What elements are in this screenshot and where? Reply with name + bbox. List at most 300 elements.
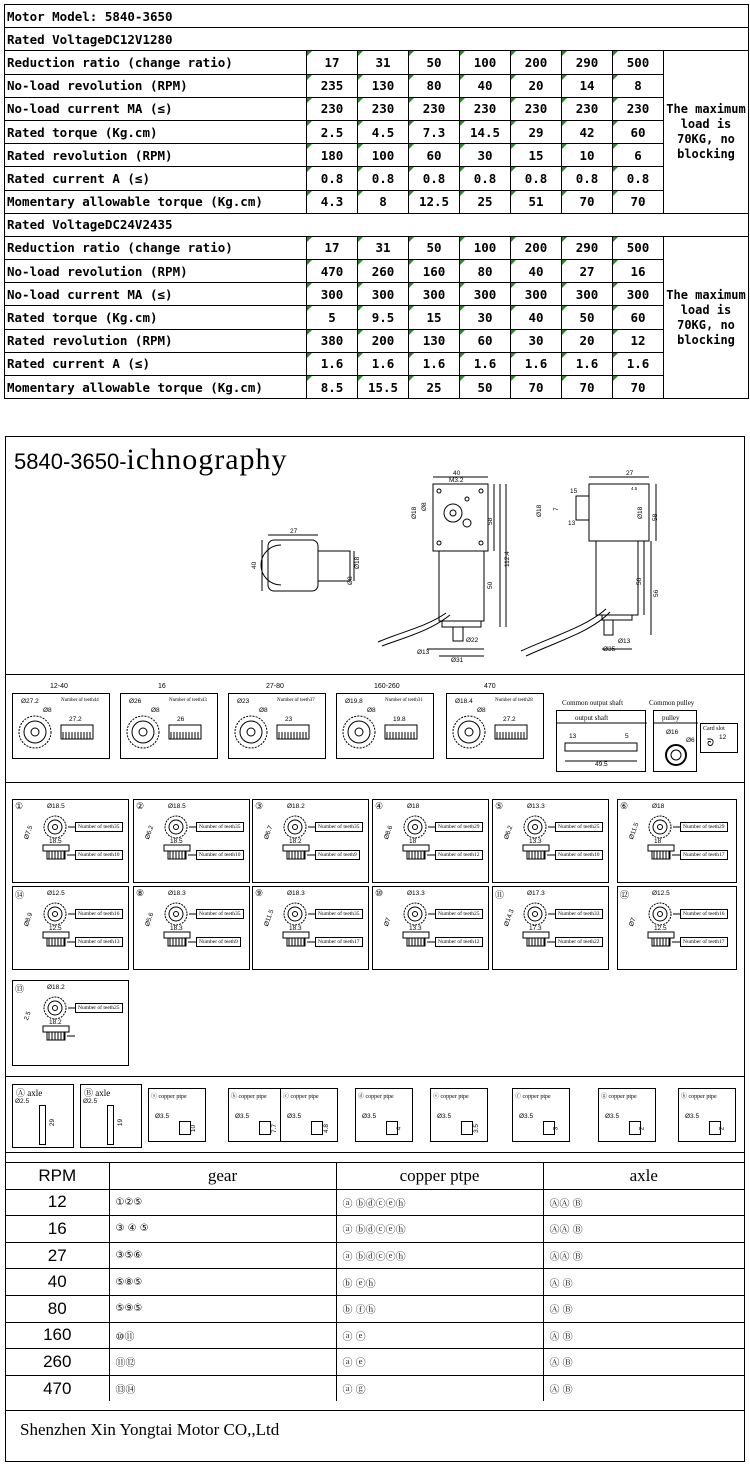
spec-cell: 200 bbox=[511, 236, 562, 259]
dim-d40: 40 bbox=[251, 561, 258, 569]
spec-cell: 0.8 bbox=[562, 167, 613, 190]
spec-cell: 4.5 bbox=[358, 120, 409, 143]
dim-d31: Ø31 bbox=[451, 657, 464, 664]
dim-rd18: Ø18 bbox=[536, 504, 543, 517]
spec-cell: 100 bbox=[460, 236, 511, 259]
gear-teeth: Number of teeth43 bbox=[169, 698, 207, 703]
pipe-dia: Ø3.5 bbox=[235, 1113, 250, 1120]
gear-teeth-1: Number of teeth16 bbox=[680, 909, 728, 919]
gear-teeth-2: Number of teeth12 bbox=[435, 937, 483, 947]
gear-box bbox=[133, 799, 250, 883]
gear-teeth-2: Number of teeth17 bbox=[315, 937, 363, 947]
gear-teeth-1: Number of teeth29 bbox=[435, 822, 483, 832]
spec-cell: 0.8 bbox=[511, 167, 562, 190]
spec-cell: 60 bbox=[613, 120, 664, 143]
gear-width: 18.5 bbox=[49, 838, 62, 845]
gear-number: ⑫ bbox=[620, 890, 630, 900]
dim-rd13: Ø13 bbox=[618, 638, 631, 645]
rpm-cell: ⓑ ⓔⓗ bbox=[336, 1269, 543, 1296]
spec-row bbox=[5, 329, 749, 352]
rpm-row bbox=[6, 1295, 744, 1322]
spec-cell: 70 bbox=[562, 376, 613, 399]
spec-cell: 230 bbox=[358, 97, 409, 120]
dim-h58: 58 bbox=[487, 517, 494, 525]
rpm-cell: 16 bbox=[6, 1216, 109, 1243]
rpm-header-cell: copper ptpe bbox=[336, 1163, 543, 1190]
rpm-cell: Ⓐ Ⓑ bbox=[543, 1322, 744, 1349]
motor-model-row: Motor Model: 5840-3650 bbox=[5, 5, 749, 28]
gear-outer-dia: Ø18.5 bbox=[168, 803, 186, 810]
rpm-table bbox=[6, 1162, 744, 1401]
output-gear-box bbox=[336, 693, 434, 759]
gear-bore-dia: Ø7 bbox=[628, 916, 638, 928]
spec-cell: 500 bbox=[613, 236, 664, 259]
spec-cell: 15 bbox=[409, 306, 460, 329]
dim-r7: 7 bbox=[553, 507, 560, 511]
spec-cell: 60 bbox=[409, 144, 460, 167]
output-gear-box bbox=[120, 693, 218, 759]
spec-cell: 4.3 bbox=[307, 190, 358, 213]
spec-cell: 20 bbox=[511, 74, 562, 97]
pipe-len: 10 bbox=[190, 1124, 198, 1133]
gear-outer-dia: Ø13.3 bbox=[527, 803, 545, 810]
gear-teeth-2: Number of teeth9 bbox=[196, 937, 241, 947]
spec-cell: 200 bbox=[511, 51, 562, 74]
gear-width: 18.5 bbox=[170, 838, 183, 845]
spec-row-label: No-load current MA (≤) bbox=[5, 283, 307, 306]
pipe-label: ⓕ copper ptpe bbox=[515, 1094, 551, 1100]
gear-ratio-label: 160-260 bbox=[374, 683, 400, 690]
spec-cell: 30 bbox=[460, 144, 511, 167]
gear-box bbox=[12, 980, 129, 1066]
spec-row bbox=[5, 97, 749, 120]
gear-teeth-1: Number of teeth25 bbox=[435, 909, 483, 919]
spec-cell: 80 bbox=[409, 74, 460, 97]
spec-cell: 50 bbox=[460, 376, 511, 399]
rpm-cell: ⒶⒶ Ⓑ bbox=[543, 1242, 744, 1269]
divider bbox=[6, 782, 744, 783]
gear-ratio-label: 27-80 bbox=[266, 683, 284, 690]
rpm-row bbox=[6, 1242, 744, 1269]
dim-d18b: Ø18 bbox=[411, 506, 418, 519]
spec-cell: 50 bbox=[409, 236, 460, 259]
gear-box bbox=[252, 886, 369, 970]
dim-d8b: Ø8 bbox=[421, 502, 428, 511]
spec-cell: 14 bbox=[562, 74, 613, 97]
axle-len: 19 bbox=[117, 1118, 125, 1127]
gear-ratio-label: 470 bbox=[484, 683, 496, 690]
rpm-header-cell: gear bbox=[109, 1163, 336, 1190]
spec-cell: 60 bbox=[460, 329, 511, 352]
spec-cell: 160 bbox=[409, 260, 460, 283]
gear-teeth-2: Number of teeth17 bbox=[680, 937, 728, 947]
rpm-row bbox=[6, 1269, 744, 1296]
card-slot-title: Card slot bbox=[703, 726, 725, 732]
spec-cell: 6 bbox=[613, 144, 664, 167]
pulley-d16: Ø16 bbox=[666, 729, 679, 736]
gear-outer-dia: Ø18 bbox=[407, 803, 420, 810]
dim-h50: 50 bbox=[487, 581, 494, 589]
spec-cell: 70 bbox=[613, 376, 664, 399]
pipe-len: 7.7 bbox=[271, 1123, 279, 1134]
spec-cell: 8.5 bbox=[307, 376, 358, 399]
spec-cell: 1.6 bbox=[409, 352, 460, 375]
gear-box bbox=[12, 799, 129, 883]
spec-cell: 15 bbox=[511, 144, 562, 167]
motor-drawings bbox=[6, 437, 744, 677]
spec-cell: 0.8 bbox=[409, 167, 460, 190]
gear-dia: Ø27.2 bbox=[21, 698, 39, 705]
gear-outer-dia: Ø18 bbox=[652, 803, 665, 810]
spec-row-label: No-load revolution (RPM) bbox=[5, 74, 307, 97]
copper-pipe-box bbox=[430, 1088, 488, 1142]
copper-pipe-box bbox=[598, 1088, 656, 1142]
gear-width: 18 bbox=[654, 838, 662, 845]
spec-table bbox=[4, 4, 749, 399]
rpm-cell: ③ ④ ⑤ bbox=[109, 1216, 336, 1243]
pipe-len: 4.8 bbox=[323, 1123, 331, 1134]
card-slot-icon: ᘐ bbox=[707, 738, 715, 749]
motor-side-view bbox=[261, 535, 354, 591]
spec-cell: 1.6 bbox=[460, 352, 511, 375]
gear-ratio-label: 12-40 bbox=[50, 683, 68, 690]
spec-row-label: No-load current MA (≤) bbox=[5, 97, 307, 120]
copper-pipe-box bbox=[228, 1088, 286, 1142]
motor-front-view bbox=[378, 477, 506, 656]
gear-bore-dia: Ø5.6 bbox=[144, 911, 156, 928]
spec-cell: 20 bbox=[562, 329, 613, 352]
pulley-inner-label: pulley bbox=[662, 714, 680, 722]
rpm-cell: 470 bbox=[6, 1375, 109, 1401]
copper-pipe-box bbox=[148, 1088, 206, 1142]
pipe-dia: Ø3.5 bbox=[287, 1113, 302, 1120]
spec-cell: 230 bbox=[613, 97, 664, 120]
spec-cell: 1.6 bbox=[613, 352, 664, 375]
gear-number: ② bbox=[136, 801, 145, 811]
pulley-title: Common pulley bbox=[649, 699, 695, 707]
spec-cell: 40 bbox=[511, 260, 562, 283]
spec-row-label: Rated current A (≤) bbox=[5, 167, 307, 190]
rpm-cell: ⓐ ⓖ bbox=[336, 1375, 543, 1401]
spec-cell: 300 bbox=[307, 283, 358, 306]
spec-cell: 17 bbox=[307, 51, 358, 74]
gear-box bbox=[617, 886, 737, 970]
gear-len: 27.2 bbox=[69, 716, 82, 723]
spec-cell: 9.5 bbox=[358, 306, 409, 329]
pipe-dia: Ø3.5 bbox=[437, 1113, 452, 1120]
rpm-cell: ⓐ ⓑⓓⓒⓔⓗ bbox=[336, 1189, 543, 1216]
spec-cell: 0.8 bbox=[613, 167, 664, 190]
card-slot-box bbox=[700, 723, 738, 753]
gear-box bbox=[372, 886, 489, 970]
rpm-cell: Ⓐ Ⓑ bbox=[543, 1269, 744, 1296]
gear-width: 12.5 bbox=[654, 925, 667, 932]
gear-teeth: Number of teeth37 bbox=[277, 698, 315, 703]
rpm-row bbox=[6, 1322, 744, 1349]
gear-bore: Ø8 bbox=[43, 707, 52, 714]
gear-bore: Ø8 bbox=[259, 707, 268, 714]
rpm-row bbox=[6, 1375, 744, 1401]
spec-cell: 0.8 bbox=[307, 167, 358, 190]
rpm-cell: ⓑ ⓕⓗ bbox=[336, 1295, 543, 1322]
rpm-header-cell: RPM bbox=[6, 1163, 109, 1190]
spec-row bbox=[5, 51, 749, 74]
spec-cell: 80 bbox=[460, 260, 511, 283]
spec-cell: 30 bbox=[460, 306, 511, 329]
rpm-cell: ⑪⑫ bbox=[109, 1349, 336, 1376]
rpm-cell: 160 bbox=[6, 1322, 109, 1349]
gear-outer-dia: Ø18.2 bbox=[47, 984, 65, 991]
company-footer: Shenzhen Xin Yongtai Motor CO,,Ltd bbox=[20, 1420, 280, 1439]
spec-cell: 70 bbox=[511, 376, 562, 399]
dim-rd35: Ø35 bbox=[603, 646, 616, 653]
dim-rd18b: Ø18 bbox=[637, 506, 644, 519]
gear-teeth-2: Number of teeth17 bbox=[680, 850, 728, 860]
axle-box bbox=[12, 1084, 74, 1148]
gear-number: ⑤ bbox=[495, 801, 504, 811]
spec-cell: 230 bbox=[562, 97, 613, 120]
gear-dia: Ø23 bbox=[237, 698, 250, 705]
gear-width: 17.3 bbox=[529, 925, 542, 932]
spec-cell: 16 bbox=[613, 260, 664, 283]
axle-dia: Ø2.5 bbox=[83, 1098, 98, 1105]
rpm-cell: Ⓐ Ⓑ bbox=[543, 1375, 744, 1401]
spec-cell: 40 bbox=[511, 306, 562, 329]
gear-teeth: Number of teeth28 bbox=[495, 698, 533, 703]
rpm-cell: ⒶⒶ Ⓑ bbox=[543, 1216, 744, 1243]
gear-teeth-1: Number of teeth29 bbox=[680, 822, 728, 832]
rpm-cell: ⑤⑧⑤ bbox=[109, 1269, 336, 1296]
pipe-len: 2 bbox=[638, 1126, 646, 1131]
spec-cell: 300 bbox=[613, 283, 664, 306]
footer-divider bbox=[6, 1410, 744, 1411]
gear-bore: Ø8 bbox=[477, 707, 486, 714]
dim-r58: 58 bbox=[652, 513, 659, 521]
rpm-cell: ⒶⒶ Ⓑ bbox=[543, 1189, 744, 1216]
pipe-dia: Ø3.5 bbox=[519, 1113, 534, 1120]
gear-number: ③ bbox=[255, 801, 264, 811]
max-load-note: The maximum load is 70KG, no blocking bbox=[664, 236, 749, 398]
pipe-label: ⓗ copper ptpe bbox=[681, 1094, 717, 1100]
copper-pipe-box bbox=[678, 1088, 736, 1142]
spec-cell: 260 bbox=[358, 260, 409, 283]
axle-dia: Ø2.5 bbox=[15, 1098, 30, 1105]
spec-cell: 30 bbox=[511, 329, 562, 352]
rpm-cell: 12 bbox=[6, 1189, 109, 1216]
gear-width: 13.3 bbox=[409, 925, 422, 932]
gear-box bbox=[492, 886, 609, 970]
rpm-cell: Ⓐ Ⓑ bbox=[543, 1349, 744, 1376]
spec-row-label: No-load revolution (RPM) bbox=[5, 260, 307, 283]
rpm-header-cell: axle bbox=[543, 1163, 744, 1190]
spec-cell: 130 bbox=[358, 74, 409, 97]
gear-len: 26 bbox=[177, 716, 185, 723]
spec-cell: 180 bbox=[307, 144, 358, 167]
rpm-cell: ⓐ ⓑⓓⓒⓔⓗ bbox=[336, 1216, 543, 1243]
gear-width: 12.5 bbox=[49, 925, 62, 932]
rpm-row bbox=[6, 1349, 744, 1376]
spec-cell: 70 bbox=[562, 190, 613, 213]
spec-cell: 0.8 bbox=[358, 167, 409, 190]
gear-number: ⑬ bbox=[15, 984, 25, 994]
gear-number: ⑩ bbox=[375, 888, 384, 898]
dim-m32: M3.2 bbox=[449, 477, 464, 484]
pipe-label: ⓒ copper ptpe bbox=[283, 1094, 319, 1100]
gear-dia: Ø19.8 bbox=[345, 698, 363, 705]
dim-r27: 27 bbox=[626, 470, 634, 477]
gear-teeth-1: Number of teeth35 bbox=[75, 822, 123, 832]
spec-cell: 380 bbox=[307, 329, 358, 352]
gear-bore-dia: Ø11.5 bbox=[263, 908, 276, 928]
gear-bore: Ø8 bbox=[367, 707, 376, 714]
pipe-label: ⓔ copper ptpe bbox=[433, 1094, 469, 1100]
axle-shape bbox=[107, 1105, 114, 1145]
gear-width: 18 bbox=[409, 838, 417, 845]
gear-teeth-1: Number of teeth35 bbox=[196, 822, 244, 832]
gear-teeth-2: Number of teeth12 bbox=[435, 850, 483, 860]
pipe-len: 3 bbox=[552, 1126, 560, 1131]
spec-cell: 70 bbox=[613, 190, 664, 213]
gear-teeth-2: Number of teeth10 bbox=[555, 850, 603, 860]
gear-teeth-1: Number of teeth35 bbox=[315, 909, 363, 919]
gear-bore-dia: Ø6.2 bbox=[503, 824, 515, 841]
spec-cell: 14.5 bbox=[460, 120, 511, 143]
pipe-label: ⓖ copper ptpe bbox=[601, 1094, 637, 1100]
pipe-label: ⓐ copper ptpe bbox=[151, 1094, 187, 1100]
spec-cell: 29 bbox=[511, 120, 562, 143]
pulley-box bbox=[653, 710, 697, 772]
spec-row bbox=[5, 236, 749, 259]
pipe-len: 3.5 bbox=[473, 1123, 481, 1134]
gear-box bbox=[372, 799, 489, 883]
pipe-label: ⓓ copper ptpe bbox=[358, 1094, 394, 1100]
dim-d13: Ø13 bbox=[417, 649, 430, 656]
copper-pipe-box bbox=[355, 1088, 413, 1142]
spec-cell: 0.8 bbox=[460, 167, 511, 190]
rpm-cell: Ⓐ Ⓑ bbox=[543, 1295, 744, 1322]
pulley-d6: Ø6 bbox=[686, 737, 695, 744]
spec-cell: 300 bbox=[460, 283, 511, 306]
divider bbox=[6, 1152, 744, 1153]
gear-bore-dia: Ø6.7 bbox=[263, 824, 275, 841]
spec-row-label: Rated torque (Kg.cm) bbox=[5, 120, 307, 143]
gear-len: 27.2 bbox=[503, 716, 516, 723]
rpm-cell: ⑬⑭ bbox=[109, 1375, 336, 1401]
pipe-label: ⓑ copper ptpe bbox=[231, 1094, 267, 1100]
spec-row bbox=[5, 283, 749, 306]
spec-cell: 40 bbox=[460, 74, 511, 97]
spec-cell: 2.5 bbox=[307, 120, 358, 143]
gear-width: 18.3 bbox=[289, 925, 302, 932]
spec-cell: 470 bbox=[307, 260, 358, 283]
gear-width: 18.3 bbox=[170, 925, 183, 932]
pipe-len: 2 bbox=[718, 1126, 726, 1131]
spec-cell: 290 bbox=[562, 236, 613, 259]
dim-d8: Ø8 bbox=[347, 576, 354, 585]
gear-bore-dia: Ø11.5 bbox=[628, 821, 641, 841]
axle-shape bbox=[39, 1105, 46, 1145]
spec-cell: 1.6 bbox=[511, 352, 562, 375]
gear-outer-dia: Ø13.3 bbox=[407, 890, 425, 897]
spec-cell: 8 bbox=[613, 74, 664, 97]
gear-teeth-1: Number of teeth25 bbox=[75, 1003, 123, 1013]
rpm-header-row bbox=[6, 1163, 744, 1190]
spec-cell: 230 bbox=[511, 97, 562, 120]
spec-cell: 300 bbox=[562, 283, 613, 306]
spec-cell: 1.6 bbox=[358, 352, 409, 375]
gear-box bbox=[133, 886, 250, 970]
copper-pipe-box bbox=[280, 1088, 338, 1142]
pipe-dia: Ø3.5 bbox=[605, 1113, 620, 1120]
gear-bore: Ø8 bbox=[151, 707, 160, 714]
spec-cell: 230 bbox=[307, 97, 358, 120]
axle-box bbox=[80, 1084, 142, 1148]
dim-w27: 27 bbox=[290, 528, 298, 535]
gear-number: ④ bbox=[375, 801, 384, 811]
spec-row bbox=[5, 167, 749, 190]
spec-row-label: Momentary allowable torque (Kg.cm) bbox=[5, 190, 307, 213]
gear-teeth-2: Number of teeth10 bbox=[75, 850, 123, 860]
spec-cell: 25 bbox=[460, 190, 511, 213]
spec-row-label: Momentary allowable torque (Kg.cm) bbox=[5, 376, 307, 399]
gear-ratio-label: 16 bbox=[158, 683, 166, 690]
dim-d22: Ø22 bbox=[466, 637, 479, 644]
shaft-d5: 5 bbox=[625, 733, 629, 740]
gear-teeth: Number of teeth44 bbox=[61, 698, 99, 703]
spec-row bbox=[5, 306, 749, 329]
spec-cell: 130 bbox=[409, 329, 460, 352]
shaft-d495: 49.5 bbox=[595, 761, 608, 768]
gear-outer-dia: Ø18.5 bbox=[47, 803, 65, 810]
shaft-d13: 13 bbox=[569, 733, 577, 740]
spec-cell: 60 bbox=[613, 306, 664, 329]
spec-row-label: Rated current A (≤) bbox=[5, 352, 307, 375]
spec-row-label: Reduction ratio (change ratio) bbox=[5, 236, 307, 259]
gear-number: ① bbox=[15, 801, 24, 811]
dim-r50: 50 bbox=[636, 577, 643, 585]
dim-r13: 13 bbox=[568, 520, 576, 527]
gear-teeth-2: Number of teeth13 bbox=[75, 937, 123, 947]
rpm-cell: 40 bbox=[6, 1269, 109, 1296]
gear-teeth-1: Number of teeth35 bbox=[315, 822, 363, 832]
spec-cell: 25 bbox=[409, 376, 460, 399]
pipe-shape bbox=[311, 1121, 323, 1135]
pipe-len: 4 bbox=[395, 1126, 403, 1131]
gear-outer-dia: Ø12.5 bbox=[47, 890, 65, 897]
output-gear-box bbox=[12, 693, 110, 759]
gear-number: ⑧ bbox=[136, 888, 145, 898]
spec-cell: 1.6 bbox=[562, 352, 613, 375]
gear-bore-dia: Ø6.2 bbox=[144, 824, 156, 841]
shaft-title: Common output shaft bbox=[562, 699, 624, 707]
pipe-dia: Ø3.5 bbox=[362, 1113, 377, 1120]
spec-cell: 15.5 bbox=[358, 376, 409, 399]
rpm-cell: ⑤⑨⑤ bbox=[109, 1295, 336, 1322]
gear-dia: Ø18.4 bbox=[455, 698, 473, 705]
gear-bore-dia: Ø14.3 bbox=[503, 908, 516, 928]
spec-cell: 300 bbox=[358, 283, 409, 306]
gear-bore-dia: Ø7.5 bbox=[23, 824, 35, 841]
spec-row-label: Rated torque (Kg.cm) bbox=[5, 306, 307, 329]
dim-h1124: 112.4 bbox=[504, 551, 511, 567]
spec-cell: 10 bbox=[562, 144, 613, 167]
rpm-cell: 27 bbox=[6, 1242, 109, 1269]
spec-row bbox=[5, 144, 749, 167]
gear-teeth-1: Number of teeth35 bbox=[196, 909, 244, 919]
gear-outer-dia: Ø12.5 bbox=[652, 890, 670, 897]
gear-teeth-1: Number of teeth25 bbox=[555, 822, 603, 832]
spec-row bbox=[5, 190, 749, 213]
